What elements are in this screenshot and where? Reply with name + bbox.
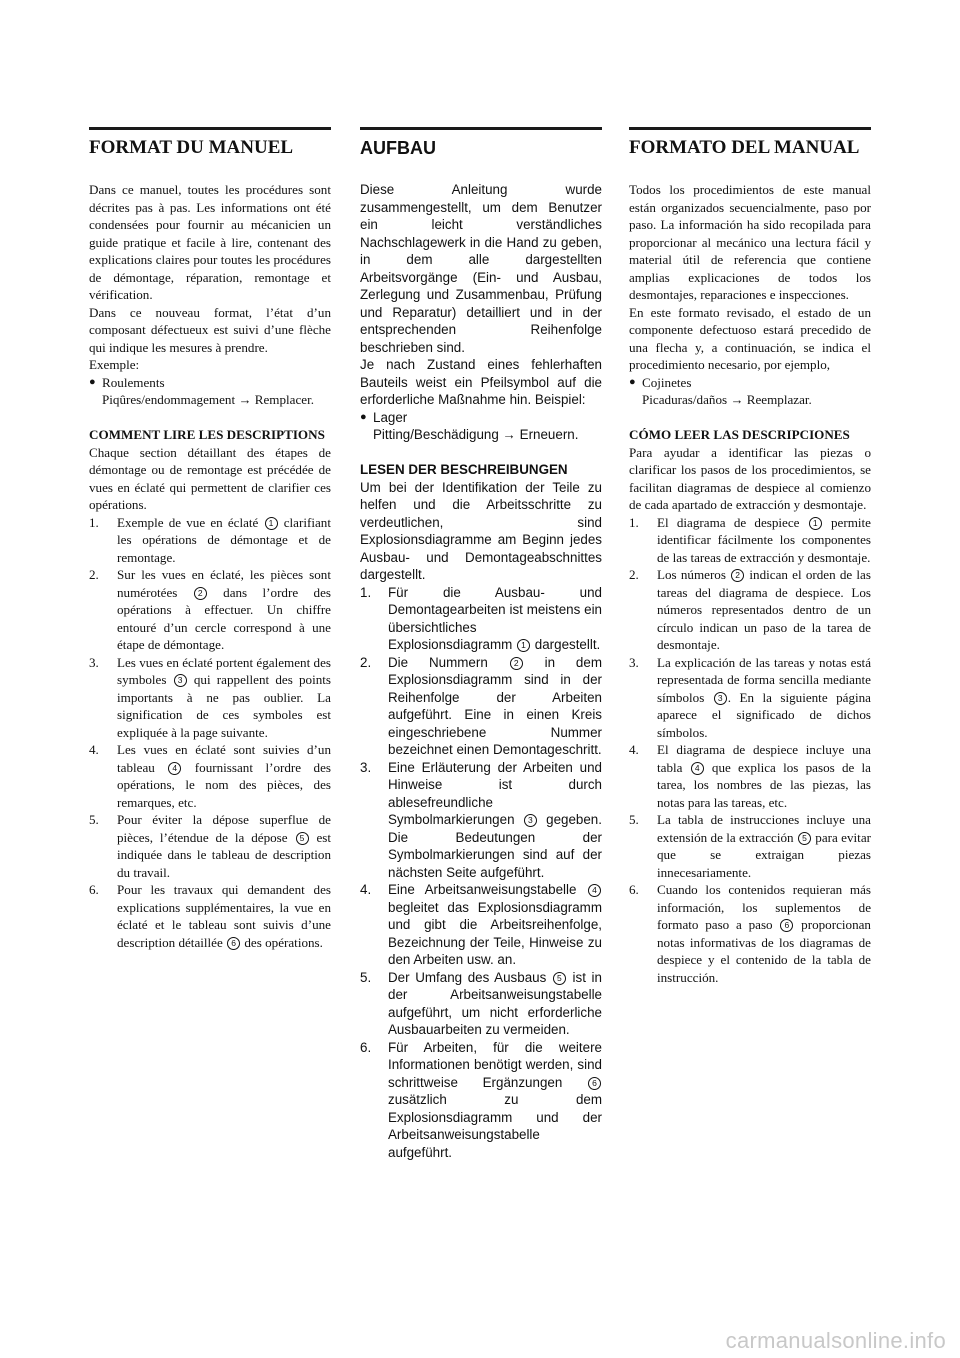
intro-paragraph-2: En este formato revisado, el estado de un componente defectuoso estará precedido de una flecha y, a continuación, se indica el procedimiento necesario, por ejemplo, [629,304,871,372]
intro-paragraph-2: Je nach Zustand eines fehlerhaften Bauteils weist ein Pfeilsymbol auf die erforderliche Maßnahme hin. Beispiel: [360,357,602,407]
bullet-dot-icon: ● [629,375,636,388]
circled-number-icon: 6 [227,937,240,950]
list-item: 1. El diagrama de despiece 1 permite identificar fácilmente los componentes de las tareas de extracción y desmontaje. [629,514,871,565]
example-text: Pitting/Beschädigung → Erneuern. [373,427,579,442]
column-french [89,127,331,951]
heading-spanish: FORMATO DEL MANUAL [629,137,860,158]
heading-rule [89,127,331,130]
bullet-item [629,374,871,392]
circled-number-icon: 5 [296,832,309,845]
column-spanish [629,127,871,986]
circled-number-icon: 5 [553,972,566,985]
list-item: 3. La explicación de las tareas y notas está representada de forma sencilla mediante símbolos 3 . En la siguiente página aparece el significado de dichos símbolos. [629,654,871,740]
list-item: 2. Los números 2 indican el orden de las tareas del diagrama de despiece. Los números representados dentro de un círculo indican un paso de la tarea de desmontaje. [629,567,871,652]
bullet-text: Lager [373,409,408,425]
circled-number-icon: 6 [780,919,793,932]
list-item: 5. La tabla de instrucciones incluye una extensión de la extracción 5 para evitar que se extraigan piezas innecesariamente. [629,812,871,880]
circled-number-icon: 3 [174,674,187,687]
subheading-intro: Para ayudar a identificar las piezas o clarificar los pasos de los procedimientos, se facilitan diagramas de despiece al comienzo de cada apartado de extracción y desmontaje. [629,444,871,512]
example-text: Piqûres/endommagement → Remplacer. [102,392,314,407]
steps-list [360,584,602,1162]
circled-number-icon: 4 [588,884,601,897]
subheading: COMMENT LIRE LES DESCRIPTIONS [89,427,325,442]
heading-french: FORMAT DU MANUEL [89,137,294,158]
list-item: 2. Sur les vues en éclaté, les pièces sont numérotées 2 dans l’ordre des opérations à effectuer. Un chiffre entouré d’un cercle correspond à une étape de démontage. [89,567,331,652]
list-item: 4. El diagrama de despiece incluye una tabla 4 que explica los pasos de la tarea, los nombres de las piezas, las notas para las tareas, etc. [629,742,871,810]
list-item: 5. Der Umfang des Ausbaus 5 ist in der Arbeitsanweisungstabelle aufgeführt, um nicht erforderliche Ausbauarbeiten zu vermeiden. [360,969,602,1037]
circled-number-icon: 4 [691,762,704,775]
subheading-intro: Chaque section détaillant des étapes de démontage ou de remontage est précédée de vues en éclaté qui permettent de clarifier ces opérations. [89,444,331,512]
circled-number-icon: 4 [168,762,181,775]
list-item: 4. Eine Arbeitsanweisungstabelle 4 begleitet das Explosionsdiagramm und gibt die Arbeitsreihenfolge, Bezeichnung der Teile, Hinweise zu den Arbeiten usw. an. [360,882,602,967]
steps-list [629,514,871,987]
list-item: 6. Für Arbeiten, für die weitere Informationen benötigt werden, sind schrittweise Ergänzungen 6 zusätzlich zu dem Explosionsdiagramm und der Arbeitsanweisungstabelle aufgeführt. [360,1039,602,1160]
circled-number-icon: 1 [809,517,822,530]
circled-number-icon: 3 [714,692,727,705]
circled-number-icon: 5 [798,832,811,845]
subheading: LESEN DER BESCHREIBUNGEN [360,462,568,477]
list-item: 3. Les vues en éclaté portent également des symboles 3 qui rappellent des points importants à ne pas oublier. La signification de ces symboles est expliquée à la page suivante. [89,654,331,740]
list-item: 1. Exemple de vue en éclaté 1 clarifiant les opérations de démontage et de remontage. [89,514,331,565]
circled-number-icon: 6 [588,1077,601,1090]
circled-number-icon: 1 [265,517,278,530]
intro-paragraph: Todos los procedimientos de este manual están organizados secuencialmente, paso por paso. La información ha sido recopilada para proporcionar al mecánico una lectura fácil y material útil de referencia que contiene amplias explicaciones de todos los desmontajes, reparaciones e inspecciones. [629,182,871,302]
intro-paragraph: Dans ce manuel, toutes les procédures sont décrites pas à pas. Les informations ont été condensées pour fournir au mécanicien un guide pratique et facile à lire, contenant des explications claires pour toutes les procédures de démontage, réparation, remontage et vérification. [89,182,331,302]
list-item: 6. Cuando los contenidos requieran más información, los suplementos de formato paso a paso 6 proporcionan notas informativas de los diagramas de despiece y el contenido de la tabla de instrucción. [629,882,871,985]
bullet-text: Roulements [102,374,165,390]
example-label: Exemple: [89,357,140,372]
circled-number-icon: 2 [194,587,207,600]
bullet-item [360,409,602,427]
circled-number-icon: 2 [510,657,523,670]
bullet-text: Cojinetes [642,374,692,390]
bullet-dot-icon: ● [360,410,367,423]
intro-paragraph: Diese Anleitung wurde zusammengestellt, um dem Benutzer ein leicht verständliches Nachschlagewerk in die Hand zu geben, in dem alle dargestellten Arbeitsvorgänge (Ein- und Ausbau, Zerlegung und Zusammenbau, Prüfung und Reparatur) detailliert und in der entsprechenden Reihenfolge beschrieben sind. [360,182,602,355]
watermark-text: carmanualsonline.info [725,1328,946,1353]
heading-rule [629,127,871,130]
list-item: 6. Pour les travaux qui demandent des explications supplémentaires, la vue en éclaté et le tableau sont suivis d’une description détaillée 6 des opérations. [89,882,331,950]
steps-list [89,514,331,952]
circled-number-icon: 2 [731,569,744,582]
subheading-intro: Um bei der Identifikation der Teile zu helfen und die Arbeitsschritte zu verdeutlichen, sind Explosionsdiagramme am Beginn jedes Ausbau- und Demontageabschnittes dargestellt. [360,479,602,582]
bullet-item [89,374,331,392]
circled-number-icon: 3 [524,814,537,827]
bullet-dot-icon: ● [89,375,96,388]
list-item: 3. Eine Erläuterung der Arbeiten und Hinweise ist durch ablesefreundliche Symbolmarkierungen 3 gegeben. Die Bedeutungen der Symbolmarkierungen sind auf der nächsten Seite aufgeführt. [360,759,602,880]
column-german [360,127,602,1161]
subheading: CÓMO LEER LAS DESCRIPCIONES [629,427,850,442]
list-item: 5. Pour éviter la dépose superflue de pièces, l’étendue de la dépose 5 est indiquée dans le tableau de description du travail. [89,812,331,880]
list-item: 4. Les vues en éclaté sont suivies d’un tableau 4 fournissant l’ordre des opérations, le nom des pièces, des remarques, etc. [89,742,331,810]
list-item: 2. Die Nummern 2 in dem Explosionsdiagramm sind in der Reihenfolge der Arbeiten aufgeführt. Eine in einen Kreis eingeschriebene Nummer bezeichnet einen Demontageschritt. [360,654,602,757]
list-item: 1. Für die Ausbau- und Demontagearbeiten ist meistens ein übersichtliches Explosionsdiagramm 1 dargestellt. [360,584,602,652]
intro-paragraph-2: Dans ce nouveau format, l’état d’un composant défectueux est suivi d’une flèche qui indique les mesures à prendre. [89,304,331,355]
circled-number-icon: 1 [517,639,530,652]
example-text: Picaduras/daños → Reemplazar. [642,392,812,407]
heading-german: AUFBAU [360,138,436,158]
heading-rule [360,127,602,130]
